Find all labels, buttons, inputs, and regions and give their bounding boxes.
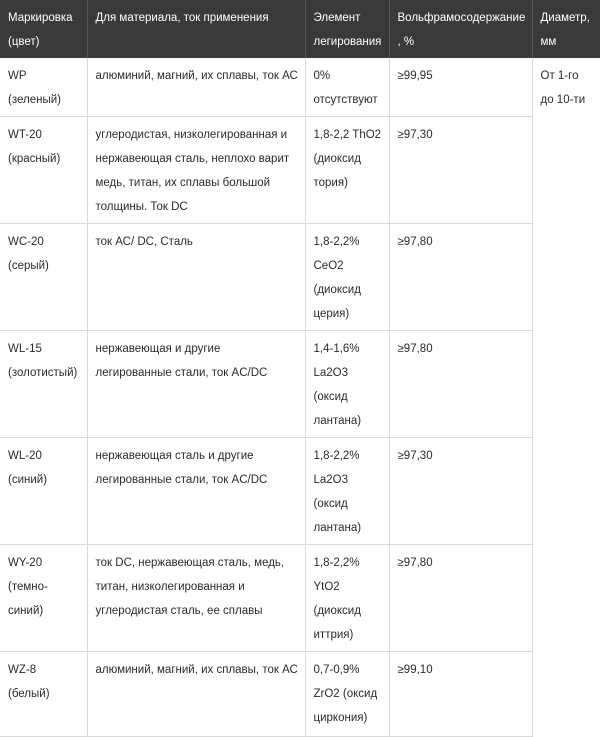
- header-element: Элемент легирования: [305, 0, 389, 58]
- cell-marking: WY-20 (темно-синий): [0, 545, 87, 652]
- table-row: [0, 331, 600, 438]
- cell-material: алюминий, магний, их сплавы, ток АС: [87, 652, 305, 737]
- table-row: [0, 438, 600, 545]
- cell-marking: WZ-8 (белый): [0, 652, 87, 737]
- cell-material: углеродистая, низколегированная и нержавеющая сталь, неплохо варит медь, титан, их сплавы большой толщины. Ток DC: [87, 117, 305, 224]
- cell-element: 1,8-2,2% La2O3 (оксид лантана): [305, 438, 389, 545]
- header-row: [0, 0, 600, 58]
- table-row: [0, 545, 600, 652]
- header-marking: Маркировка (цвет): [0, 0, 87, 58]
- cell-material: алюминий, магний, их сплавы, ток АС: [87, 58, 305, 117]
- cell-tungsten: ≥97,30: [389, 438, 532, 545]
- table-header: [0, 0, 600, 58]
- table-body: [0, 58, 600, 737]
- cell-material: ток АС/ DC, Сталь: [87, 224, 305, 331]
- cell-tungsten: ≥97,80: [389, 545, 532, 652]
- cell-element: 0% отсутствуют: [305, 58, 389, 117]
- cell-element: 1,8-2,2% CeO2 (диоксид церия): [305, 224, 389, 331]
- cell-material: нержавеющая и другие легированные стали, ток AC/DC: [87, 331, 305, 438]
- cell-material: нержавеющая сталь и другие легированные стали, ток AC/DC: [87, 438, 305, 545]
- table-row: [0, 224, 600, 331]
- cell-element: 1,4-1,6% La2O3 (оксид лантана): [305, 331, 389, 438]
- cell-tungsten: ≥97,80: [389, 331, 532, 438]
- cell-tungsten: ≥99,10: [389, 652, 532, 737]
- header-diameter: Диаметр, мм: [532, 0, 600, 58]
- table-row: [0, 58, 600, 117]
- table-row: [0, 117, 600, 224]
- cell-tungsten: ≥97,80: [389, 224, 532, 331]
- cell-element: 1,8-2,2 ThO2 (диоксид тория): [305, 117, 389, 224]
- cell-marking: WT-20 (красный): [0, 117, 87, 224]
- header-tungsten: Вольфрамосодержание, %: [389, 0, 532, 58]
- cell-diameter: От 1-го до 10-ти: [532, 58, 600, 737]
- table-row: [0, 652, 600, 737]
- cell-marking: WL-20 (синий): [0, 438, 87, 545]
- cell-tungsten: ≥97,30: [389, 117, 532, 224]
- cell-marking: WL-15 (золотистый): [0, 331, 87, 438]
- cell-material: ток DC, нержавеющая сталь, медь, титан, низколегированная и углеродистая сталь, ее сплавы: [87, 545, 305, 652]
- cell-marking: WC-20 (серый): [0, 224, 87, 331]
- cell-marking: WP (зеленый): [0, 58, 87, 117]
- cell-tungsten: ≥99,95: [389, 58, 532, 117]
- cell-element: 0,7-0,9% ZrO2 (оксид циркония): [305, 652, 389, 737]
- cell-element: 1,8-2,2% YtO2 (диоксид иттрия): [305, 545, 389, 652]
- header-material: Для материала, ток применения: [87, 0, 305, 58]
